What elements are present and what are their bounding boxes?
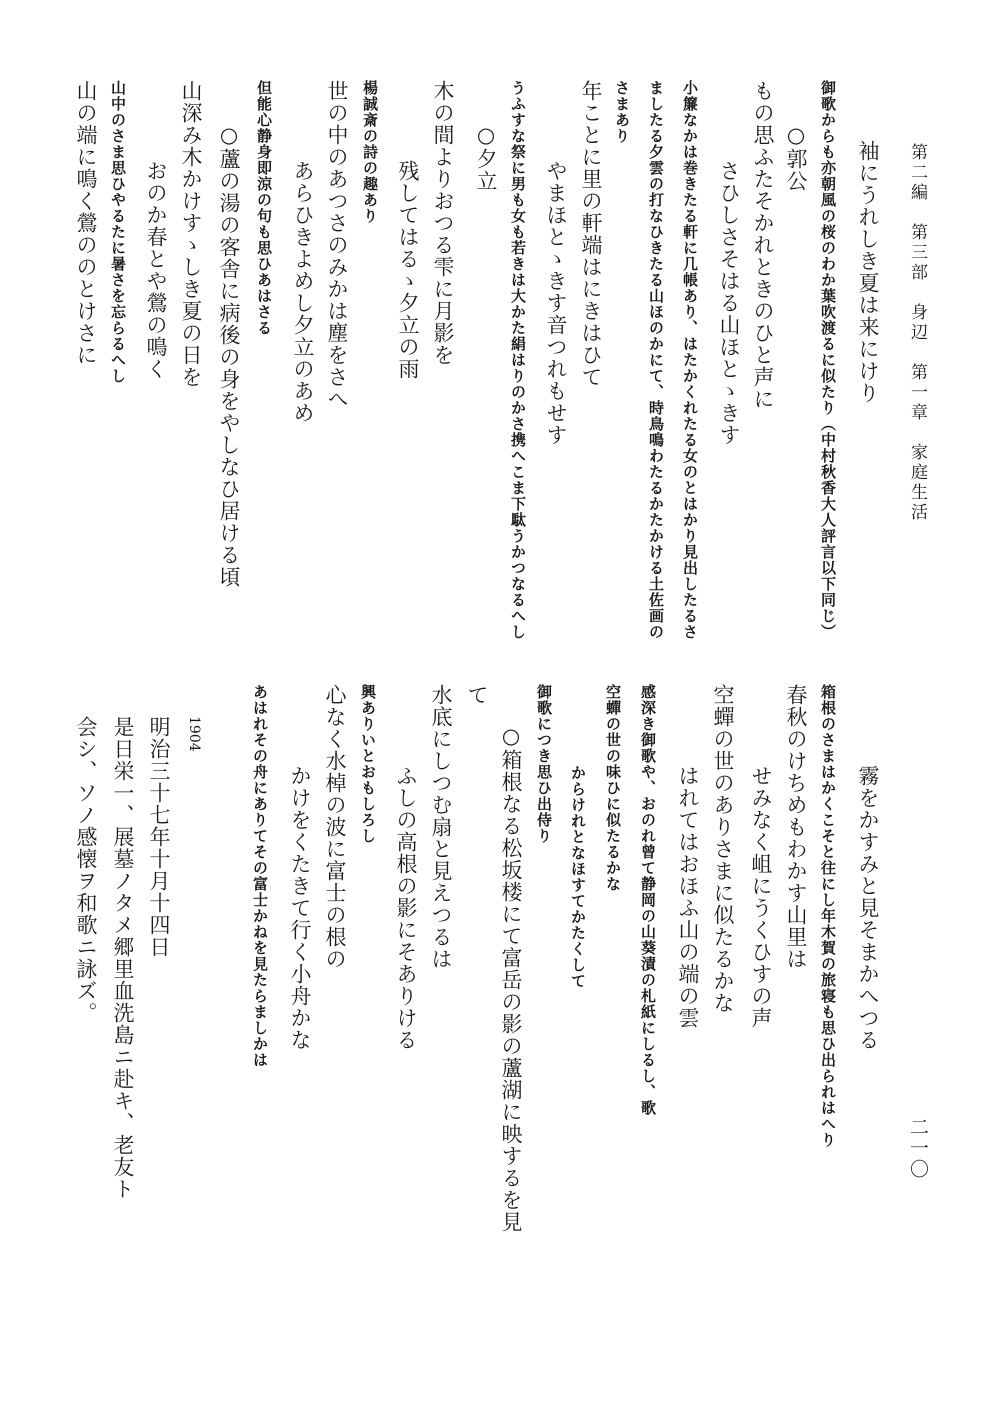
upper-line-21: おのか春とや鶯の鳴く (144, 160, 168, 380)
upper-line-15: 楊誠斎の詩の趣あり (361, 80, 379, 224)
entry-line-2: 会シ、ソノ感懐ヲ和歌ニ詠ズ。 (74, 716, 98, 1024)
upper-line-7: ましたる夕雲の打なひきたる山ほのかにて、時鳥鳴わたるかたかける土佐画の (647, 80, 665, 640)
lower-line-7: 感深き御歌や、おのれ曾て静岡の山葵漬の札紙にしるし、歌 (639, 684, 657, 1116)
upper-line-13: 木の間よりおつる雫に月影を (431, 80, 455, 366)
lower-line-13: 水底にしつむ扇と見えつるは (429, 684, 453, 970)
upper-line-14: 残してはるゝ夕立の雨 (396, 160, 420, 380)
lower-line-11: ○箱根なる松坂楼にて富岳の影の蘆湖に映するを見 (499, 724, 523, 1233)
lower-line-16: 心なく水棹の波に富士の根の (323, 684, 347, 970)
upper-line-20: 山深み木かけすゝしき夏の日を (179, 80, 203, 388)
upper-line-23: 山の端に鳴く鶯ののとけさに (74, 80, 98, 366)
upper-line-4: もの思ふたそかれときのひと声に (751, 80, 775, 410)
upper-line-3: ○郭公 (784, 123, 808, 192)
lower-line-10: 御歌につき思ひ出侍り (535, 684, 553, 844)
lower-line-12: て (465, 684, 489, 706)
upper-line-6: 小簾なかは巻きたる軒に几帳あり、はたかくれたる女のとはかり見出したるさ (681, 80, 699, 640)
upper-line-12: ○夕立 (474, 123, 498, 192)
upper-line-2: 御歌からも亦朝風の桜のわか葉吹渡るに似たり（中村秋香大人評言以下同じ） (819, 80, 837, 640)
lower-line-5: 空蟬の世のありさまに似たるかな (711, 684, 735, 1014)
entry-line-1: 是日栄一、展墓ノタメ郷里血洗島ニ赴キ、老友ト (111, 716, 135, 1200)
upper-line-16: 世の中のあつさのみかは塵をさへ (325, 80, 349, 410)
upper-line-10: やまほとゝきす音つれもせす (544, 160, 568, 446)
lower-line-3: 春秋のけちめもわかす山里は (784, 684, 808, 970)
lower-line-4: せみなく岨にうくひすの声 (749, 765, 773, 1029)
upper-line-11: うふすな祭に男も女も若きは大かた絹はりのかさ携へこま下駄うかつなるへし (509, 80, 527, 640)
upper-line-5: さひしさそはる山ほとゝきす (717, 160, 741, 446)
lower-line-17: かけをくたきて行く小舟かな (288, 765, 312, 1051)
upper-line-19: ○蘆の湯の客舎に病後の身をやしなひ居ける頃 (217, 123, 241, 588)
lower-line-2: 箱根のさまはかくこそと往にし年木賀の旅寝も思ひ出られはへり (819, 684, 837, 1148)
page-number: 二一〇 (907, 1117, 929, 1180)
lower-line-8: 空蟬の世の味ひに似たるかな (604, 684, 622, 892)
running-header: 第二編 第三部 身辺 第一章 家庭生活 (907, 143, 927, 523)
lower-line-14: ふしの高根の影にそありける (394, 765, 418, 1051)
lower-line-1: 霧をかすみと見そまかへつる (856, 765, 880, 1051)
lower-line-9: からけれとなほすてかたくして (569, 765, 587, 989)
upper-line-1: 袖にうれしき夏は来にけり (856, 140, 880, 404)
lower-line-18: あはれその舟にありてその富士かねを見たらましかは (251, 684, 269, 1068)
lower-line-6: はれてはおほふ山の端の雲 (676, 765, 700, 1029)
entry-date: 明治三十七年十月十四日 (147, 716, 171, 958)
upper-line-17: あらひきよめし夕立のあめ (291, 160, 315, 424)
upper-line-18: 但能心静身即涼の句も思ひあはさる (255, 80, 273, 336)
upper-line-9: 年ことに里の軒端はにきはひて (579, 80, 603, 388)
upper-line-8: さまあり (613, 80, 631, 144)
lower-line-15: 興ありいとおもしろし (359, 684, 377, 844)
upper-line-22: 山中のさま思ひやるたに暑さを忘らるへし (109, 80, 127, 384)
entry-year: 1904 (186, 716, 202, 752)
